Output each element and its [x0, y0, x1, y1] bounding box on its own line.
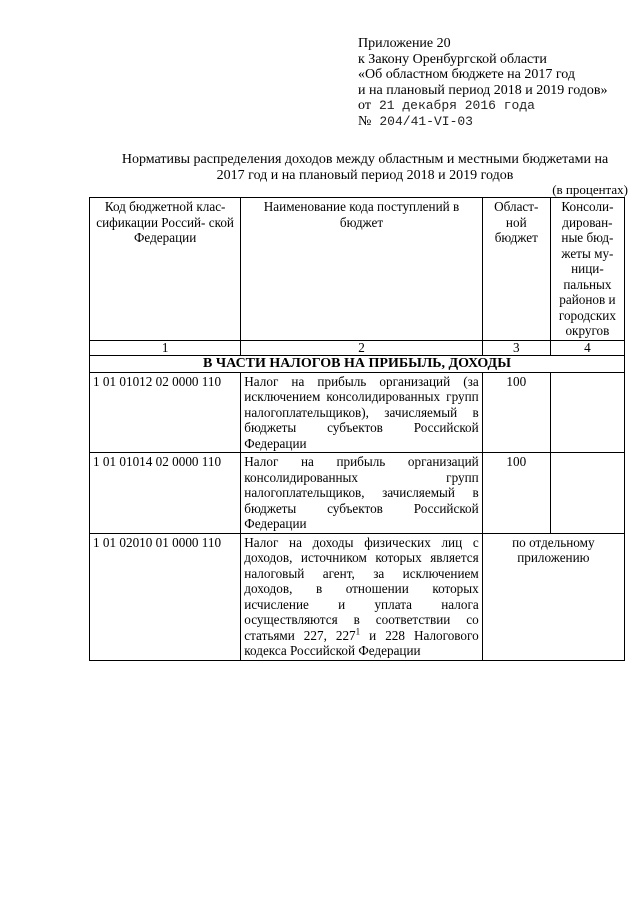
- row-name: Налог на прибыль организаций консолидированных групп налогоплательщиков, зачисляемый в бюджеты субъектов Российской Федерации: [241, 453, 482, 534]
- table-row: [90, 372, 625, 453]
- appendix-header: [358, 36, 608, 129]
- appendix-date-value: 21 декабря 2016 года: [378, 98, 535, 113]
- header-name: Наименование кода поступлений в бюджет: [241, 198, 482, 341]
- row-name-text-end: и 228 Налогового кодекса Российской Федерации: [244, 627, 479, 658]
- row-regional-rate: 100: [482, 453, 550, 534]
- appendix-law-name: «Об областном бюджете на 2017 год: [358, 67, 575, 82]
- row-separate-appendix-note: по отдельному приложению: [482, 533, 624, 660]
- header-code: Код бюджетной клас- сификации Россий- ской Федерации: [90, 198, 241, 341]
- row-code: 1 01 02010 01 0000 110: [90, 533, 241, 660]
- document-title-line1: Нормативы распределения доходов между областным и местными бюджетами на: [121, 152, 609, 167]
- table-header-row: [90, 198, 625, 341]
- row-name: Налог на прибыль организаций (за исключением консолидированных групп налогоплательщиков), зачисляемый в бюджеты субъектов Российской Федерации: [241, 372, 482, 453]
- section-row: [90, 355, 625, 372]
- row-code: 1 01 01014 02 0000 110: [90, 453, 241, 534]
- norms-table: [89, 197, 625, 661]
- row-municipal-rate: [550, 453, 624, 534]
- units-note: (в процентах): [552, 182, 628, 197]
- appendix-law-name-cont: и на плановый период 2018 и 2019 годов»: [358, 82, 608, 98]
- appendix-number: [358, 114, 608, 130]
- column-number-2: 2: [241, 340, 482, 355]
- table-row: [90, 533, 625, 660]
- column-number-3: 3: [482, 340, 550, 355]
- column-numbers-row: [90, 340, 625, 355]
- table-row: [90, 453, 625, 534]
- appendix-law-reference: к Закону Оренбургской области: [358, 51, 547, 67]
- row-municipal-rate: [550, 372, 624, 453]
- row-regional-rate: 100: [482, 372, 550, 453]
- section-heading: В ЧАСТИ НАЛОГОВ НА ПРИБЫЛЬ, ДОХОДЫ: [90, 355, 625, 372]
- appendix-date: [358, 98, 608, 114]
- row-name-text: Налог на доходы физических лиц с доходов, источником которых является налоговый агент, за исключением доходов, в отношении которых исчисление и уплата налога осуществляются в соответствии со статьями 227, 227: [244, 534, 479, 643]
- header-municipal-budgets: Консоли- дирован- ные бюд- жеты му- ници- пальных районов и городских округов: [550, 198, 624, 341]
- column-number-4: 4: [550, 340, 624, 355]
- appendix-number-prefix: №: [358, 113, 372, 129]
- appendix-date-prefix: от: [358, 98, 371, 113]
- document-title-line2: 2017 год и на плановый период 2018 и 2019 годов: [216, 168, 514, 183]
- column-number-1: 1: [90, 340, 241, 355]
- header-regional-budget: Област- ной бюджет: [482, 198, 550, 341]
- appendix-number-value: 204/41-VI-03: [379, 113, 473, 129]
- document-title: [100, 152, 630, 184]
- row-name: [241, 533, 482, 660]
- appendix-title: Приложение 20: [358, 36, 451, 51]
- row-name-superscript: 1: [355, 626, 361, 637]
- row-code: 1 01 01012 02 0000 110: [90, 372, 241, 453]
